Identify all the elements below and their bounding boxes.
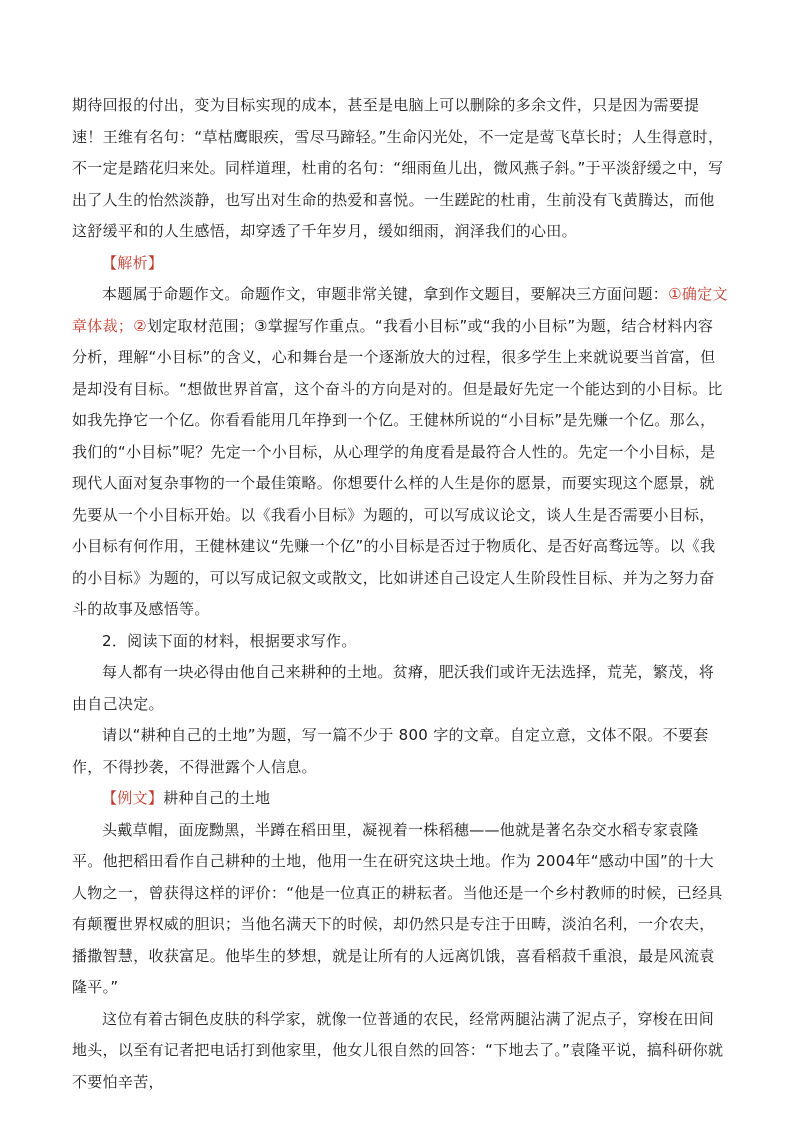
analysis-text-rest: 划定取材范围；③掌握写作重点。“我看小目标”或“我的小目标”为题，结合材料内容分析，理解“小目标”的含义，心和舞台是一个逐渐放大的过程，很多学生上来就说要当首富，但是却没有目标。“想做世界首富，这个奋斗的方向是对的。但是最好先定一个能达到的小目标。比如我先挣它一个亿。你看看能用几年挣到一个亿。王健林所说的“小目标”是先赚一个亿。那么，我们的“小目标”呢？先定一个小目标，从心理学的角度看是最符合人性的。先定一个小目标，是现代人面对复杂事物的一个最佳策略。你想要什么样的人生是你的愿景，而要实现这个愿景，就先要从一个小目标开始。以《我看小目标》为题的，可以写成议论文，谈人生是否需要小目标，小目标有何作用，王健林建议“先赚一个亿”的小目标是否过于物质化、是否好高骛远等。以《我的小目标》为题的，可以写成记叙文或散文，比如讲述自己设定人生阶段性目标、并为之努力奋斗的故事及感悟等。 bbox=[72, 316, 723, 618]
example-paragraph-1: 头戴草帽，面庞黝黑，半蹲在稻田里，凝视着一株稻穗——他就是著名杂交水稻专家袁隆平。他把稻田看作自己耕种的土地，他用一生在研究这块土地。作为 2004年“感动中国”的十大人物之一，曾获得这样的评价：“他是一位真正的耕耘者。当他还是一个乡村教师的时候，已经具有颠覆世界权威的胆识；当他名满天下的时候，却仍然只是专注于田畴，淡泊名利，一介农夫，播撒智慧，收获富足。他毕生的梦想，就是让所有的人远离饥饿，喜看稻菽千重浪，最是风流袁隆平。” bbox=[72, 820, 723, 996]
analysis-label: 【解析】 bbox=[102, 253, 164, 272]
analysis-paragraph bbox=[72, 279, 728, 626]
paragraph-continuation: 期待回报的付出，变为目标实现的成本，甚至是电脑上可以删除的多余文件，只是因为需要提速！王维有名句：“草枯鹰眼疾，雪尽马蹄轻。”生命闪光处，不一定是莺飞草长时；人生得意时，不一定是踏花归来处。同样道理，杜甫的名句：“细雨鱼儿出，微风燕子斜。”于平淡舒缓之中，写出了人生的怡然淡静，也写出对生命的热爱和喜悦。一生蹉跎的杜甫，生前没有飞黄腾达，而他这舒缓平和的人生感悟，却穿透了千年岁月，缓如细雨，润泽我们的心田。 bbox=[72, 96, 724, 240]
question-2-requirement: 请以“耕种自己的土地”为题，写一篇不少于 800 字的文章。自定立意，文体不限。不要套作，不得抄袭，不得泄露个人信息。 bbox=[72, 726, 709, 776]
analysis-text-start: 本题属于命题作文。命题作文，审题非常关键，拿到作文题目，要解决三方面问题： bbox=[102, 285, 669, 303]
document-page bbox=[72, 90, 728, 1098]
analysis-heading bbox=[72, 248, 728, 280]
analysis-red-text: ①确定文章体裁；② bbox=[72, 285, 728, 335]
example-heading bbox=[72, 783, 728, 815]
example-paragraph-2: 这位有着古铜色皮肤的科学家，就像一位普通的农民，经常两腿沾满了泥点子，穿梭在田间地头，以至有记者把电话打到他家里，他女儿很自然的回答：“下地去了。”袁隆平说，搞科研你就不要怕辛苦， bbox=[72, 1009, 724, 1091]
question-2-heading: 2．阅读下面的材料，根据要求写作。 bbox=[102, 631, 357, 650]
example-label: 【例文】 bbox=[102, 789, 164, 807]
example-title: 耕种自己的土地 bbox=[163, 789, 271, 807]
question-2-material: 每人都有一块必得由他自己来耕种的土地。贫瘠，肥沃我们或许无法选择，荒芜，繁茂，将由自己决定。 bbox=[72, 663, 715, 713]
